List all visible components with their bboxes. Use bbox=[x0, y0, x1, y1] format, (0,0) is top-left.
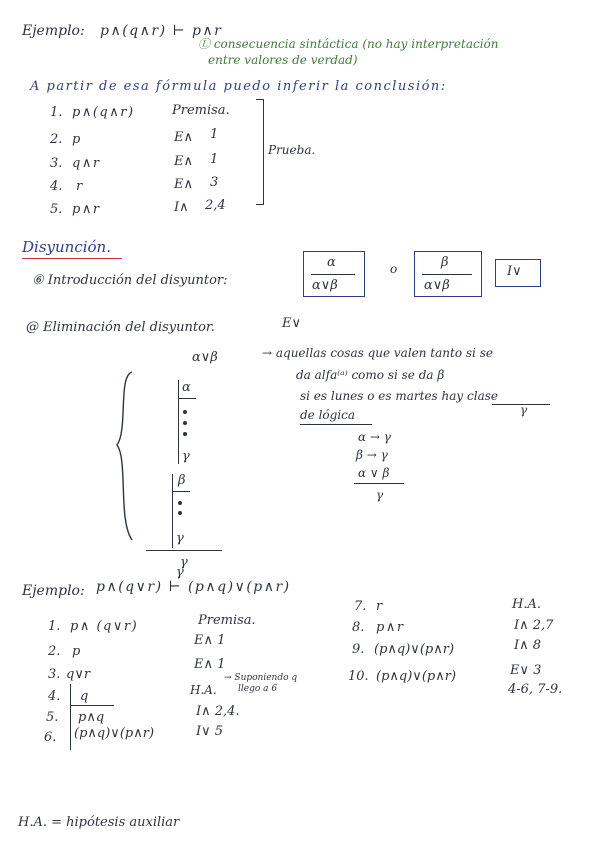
proof2-side-note-1: → Suponiendo q bbox=[224, 673, 298, 683]
proof1-row-formula: p bbox=[72, 132, 81, 147]
proof2-formula: (p∧q)∨(p∧r) bbox=[374, 642, 455, 657]
example1-intro: A partir de esa fórmula puedo inferir la conclusión: bbox=[30, 79, 447, 94]
proof1-row-rule: E∧ bbox=[174, 130, 194, 145]
proof2-formula: p∧r bbox=[376, 620, 405, 635]
proof2-formula: p∧ (q∨r) bbox=[70, 619, 139, 634]
elim-schema-4: γ bbox=[376, 488, 384, 502]
proof2-side-note-2: llego a 6 bbox=[238, 684, 278, 694]
proof2-rule: I∧ 8 bbox=[514, 638, 542, 653]
proof2-rule: E∨ 3 bbox=[510, 663, 542, 678]
example1-note-line1: Ⓛ consecuencia sintáctica (no hay interpretación bbox=[198, 37, 499, 51]
elim-schema-1: α → γ bbox=[358, 430, 391, 444]
intro-rule-label: ⑥ Introducción del disyuntor: bbox=[32, 273, 228, 288]
proof1-row-formula: r bbox=[76, 179, 83, 194]
proof1-row-rule: E∧ bbox=[174, 154, 194, 169]
example2-formula: p∧(q∨r) ⊢ (p∧q)∨(p∧r) bbox=[96, 579, 291, 595]
intro-rule-2-top: β bbox=[441, 255, 449, 270]
proof1-row-num: 1. bbox=[50, 105, 63, 120]
elim-rule-label: @ Eliminación del disyuntor. bbox=[26, 320, 215, 335]
proof1-label: Prueba. bbox=[268, 143, 316, 157]
elim-schema-3: α ∨ β bbox=[358, 466, 390, 480]
proof2-num: 1. bbox=[48, 619, 61, 634]
elim-explanation-4: de lógica bbox=[300, 408, 356, 422]
elim-schema-2: β → γ bbox=[356, 448, 388, 462]
proof2-num: 4. bbox=[48, 689, 61, 704]
proof2-formula: r bbox=[376, 599, 383, 614]
elim-explanation-2: da alfa⁽ᵃ⁾ como si se da β bbox=[296, 368, 445, 382]
example1-heading: Ejemplo: bbox=[22, 23, 85, 39]
proof2-num: 8. bbox=[352, 620, 365, 635]
elim-conclusion-line bbox=[146, 550, 222, 551]
hypothesis-underline bbox=[70, 705, 114, 706]
proof1-row-num: 2. bbox=[50, 132, 63, 147]
proof2-num: 7. bbox=[354, 599, 367, 614]
disyuncion-title: Disyunción. bbox=[22, 238, 111, 256]
proof2-num: 10. bbox=[348, 669, 369, 684]
subproof-1-top: α bbox=[182, 380, 191, 395]
proof1-row-num: 4. bbox=[50, 179, 63, 194]
elim-premise: α∨β bbox=[192, 350, 218, 365]
proof2-num: 5. bbox=[46, 710, 59, 725]
proof1-row-formula: q∧r bbox=[72, 156, 101, 171]
proof1-row-ref: 2,4 bbox=[205, 198, 226, 213]
proof1-row-formula: p∧r bbox=[72, 202, 101, 217]
proof2-num: 9. bbox=[352, 642, 365, 657]
proof2-formula: (p∧q)∨(p∧r) bbox=[376, 669, 457, 684]
proof2-formula: q∨r bbox=[66, 667, 91, 682]
proof1-row-rule: E∧ bbox=[174, 177, 194, 192]
proof2-num: 6. bbox=[44, 730, 57, 745]
proof2-rule: I∧ 2,7 bbox=[514, 618, 554, 633]
proof1-row-num: 3. bbox=[50, 156, 63, 171]
proof1-row-formula: p∧(q∧r) bbox=[72, 105, 135, 120]
proof1-row-rule: Premisa. bbox=[172, 103, 230, 118]
example2-heading: Ejemplo: bbox=[22, 583, 85, 599]
proof1-row-num: 5. bbox=[50, 202, 63, 217]
proof2-rule: I∧ 2,4. bbox=[196, 704, 240, 719]
proof1-row-rule: I∧ bbox=[174, 200, 189, 215]
proof2-rule: E∧ 1 bbox=[194, 633, 226, 648]
intro-rule-1-top: α bbox=[327, 255, 336, 270]
proof2-rule-tail: 4-6, 7-9. bbox=[508, 682, 563, 697]
proof2-rule: E∧ 1 bbox=[194, 657, 226, 672]
proof2-num: 3. bbox=[48, 667, 61, 682]
proof2-formula: (p∧q)∨(p∧r) bbox=[74, 726, 155, 741]
subproof-2-bottom: γ bbox=[176, 531, 184, 546]
elim-tag: E∨ bbox=[282, 316, 302, 331]
proof1-row-ref: 1 bbox=[210, 152, 219, 167]
subproof-1-bottom: γ bbox=[182, 449, 190, 464]
proof2-rule: Premisa. bbox=[198, 613, 256, 628]
proof2-formula: q bbox=[80, 689, 89, 704]
proof2-formula: p∧q bbox=[78, 710, 105, 725]
proof2-rule: H.A. bbox=[512, 597, 541, 612]
example1-note-line2: entre valores de verdad) bbox=[208, 53, 358, 67]
proof2-rule: I∨ 5 bbox=[196, 724, 224, 739]
elim-conclusion: γ bbox=[180, 555, 188, 570]
intro-rule-2-bottom: α∨β bbox=[424, 278, 450, 293]
subproof-2-top: β bbox=[178, 473, 186, 488]
explanation-gamma: γ bbox=[520, 403, 528, 417]
elim-final: γ bbox=[176, 565, 184, 580]
elim-explanation-1: → aquellas cosas que valen tanto si se bbox=[262, 346, 493, 360]
intro-rule-1-bottom: α∨β bbox=[312, 278, 338, 293]
proof2-rule: H.A. bbox=[190, 683, 217, 697]
elim-explanation-3: si es lunes o es martes hay clase bbox=[300, 389, 498, 403]
proof2-num: 2. bbox=[48, 644, 61, 659]
proof1-row-ref: 3 bbox=[210, 175, 219, 190]
proof2-formula: p bbox=[72, 644, 81, 659]
intro-tag: I∨ bbox=[507, 264, 522, 279]
intro-rule-separator: o bbox=[390, 262, 398, 276]
footnote: H.A. = hipótesis auxiliar bbox=[18, 815, 180, 830]
hypothesis-bar bbox=[70, 684, 71, 750]
example1-formula: p∧(q∧r) ⊢ p∧r bbox=[100, 23, 223, 39]
proof1-row-ref: 1 bbox=[210, 127, 219, 142]
